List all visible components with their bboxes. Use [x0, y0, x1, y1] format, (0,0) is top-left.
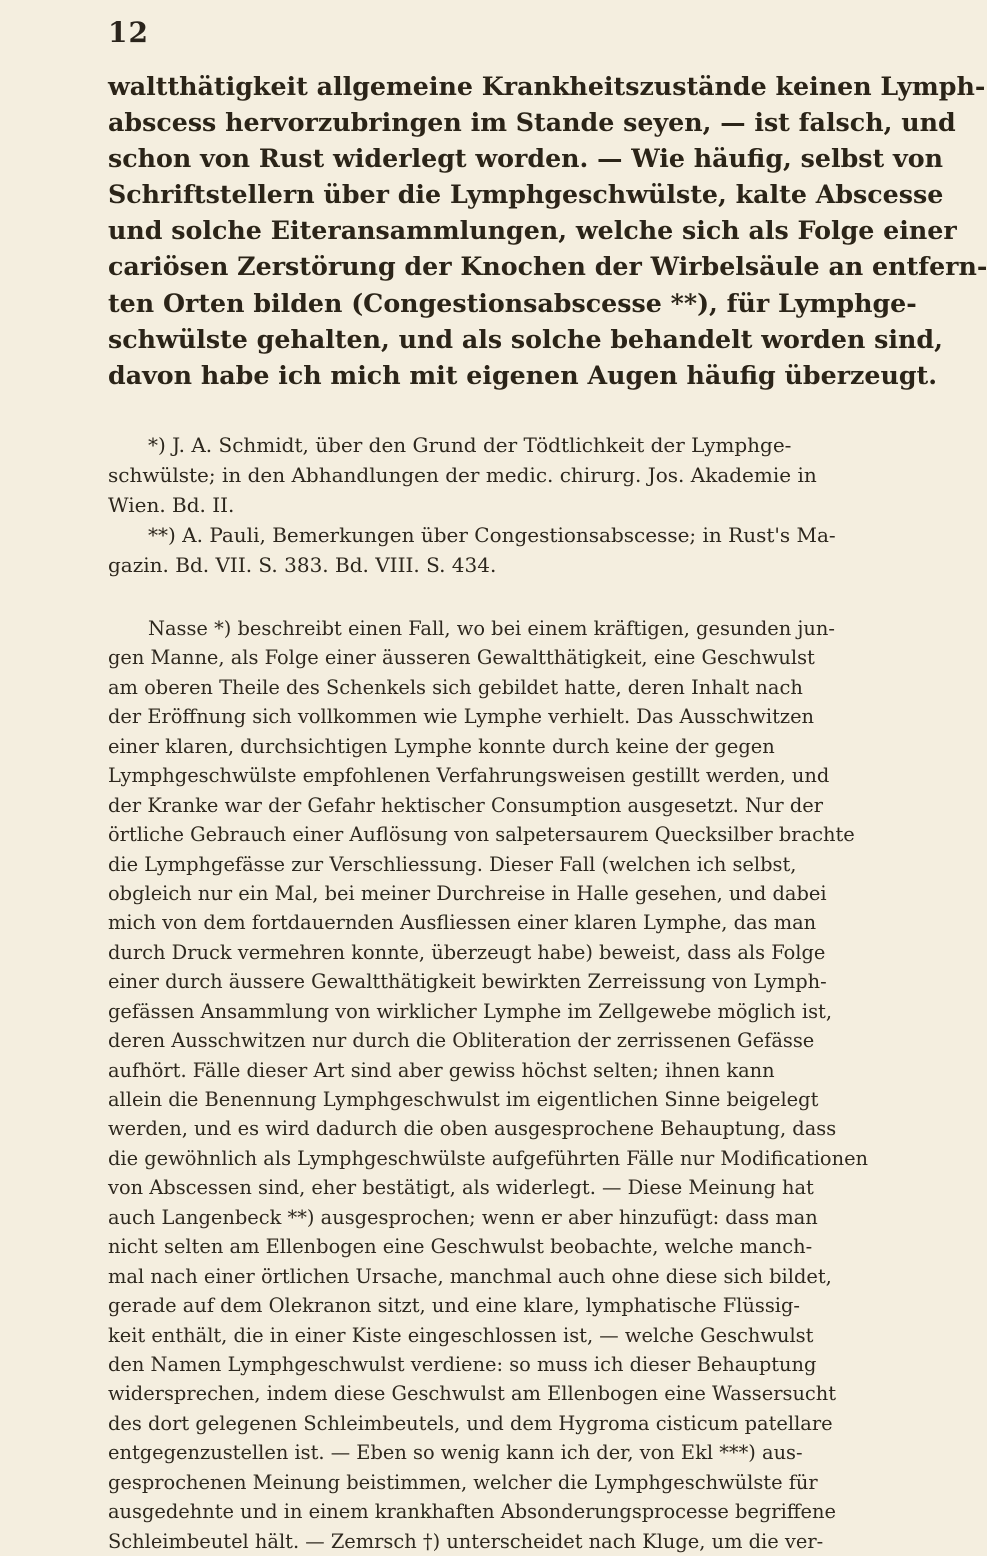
paragraph-line: der Kranke war der Gefahr hektischer Consumption ausgesetzt. Nur der: [108, 793, 824, 817]
footnote-line: gazin. Bd. VII. S. 383. Bd. VIII. S. 434.: [108, 553, 497, 577]
footnote-pauli: [108, 520, 836, 580]
paragraph-line: die Lymphgefässe zur Verschliessung. Dieser Fall (welchen ich selbst,: [108, 852, 797, 876]
main-line: ten Orten bilden (Congestionsabscesse **), für Lymphge-: [108, 287, 917, 318]
paragraph-line: Nasse *) beschreibt einen Fall, wo bei einem kräftigen, gesunden jun-: [148, 617, 835, 640]
paragraph-line: deren Ausschwitzen nur durch die Obliteration der zerrissenen Gefässe: [108, 1029, 815, 1053]
paragraph-line: gesprochenen Meinung beistimmen, welcher die Lymphgeschwülste für: [108, 1470, 818, 1494]
main-line: cariösen Zerstörung der Knochen der Wirbelsäule an entfern-: [108, 251, 987, 282]
paragraph-line: obgleich nur ein Mal, bei meiner Durchreise in Halle gesehen, und dabei: [108, 881, 827, 905]
paragraph-line: am oberen Theile des Schenkels sich gebildet hatte, deren Inhalt nach: [108, 675, 803, 699]
paragraph-line: werden, und es wird dadurch die oben ausgesprochene Behauptung, dass: [108, 1117, 837, 1141]
page-number: 12: [108, 16, 149, 49]
paragraph-line: ausgedehnte und in einem krankhaften Absonderungsprocesse begriffene: [108, 1500, 836, 1524]
footnote-line: Wien. Bd. II.: [108, 493, 235, 517]
main-line: schon von Rust widerlegt worden. — Wie häufig, selbst von: [108, 143, 943, 174]
paragraph-line: örtliche Gebrauch einer Auflösung von salpetersaurem Quecksilber brachte: [108, 823, 855, 847]
footnote-schmidt: [108, 430, 817, 520]
main-line: waltthätigkeit allgemeine Krankheitszustände keinen Lymph-: [108, 71, 986, 101]
footnote-line: schwülste; in den Abhandlungen der medic. chirurg. Jos. Akademie in: [108, 463, 817, 487]
main-line: abscess hervorzubringen im Stande seyen, — ist falsch, und: [108, 107, 956, 138]
paragraph-line: der Eröffnung sich vollkommen wie Lymphe verhielt. Das Ausschwitzen: [108, 705, 815, 729]
paragraph-nasse: [108, 614, 869, 1556]
paragraph-line: des dort gelegenen Schleimbeutels, und dem Hygroma cisticum patellare: [108, 1411, 833, 1435]
paragraph-line: keit enthält, die in einer Kiste eingeschlossen ist, — welche Geschwulst: [108, 1323, 814, 1347]
paragraph-line: allein die Benennung Lymphgeschwulst im eigentlichen Sinne beigelegt: [108, 1088, 819, 1111]
paragraph-line: Lymphgeschwülste empfohlenen Verfahrungsweisen gestillt werden, und: [108, 764, 830, 788]
paragraph-line: aufhört. Fälle dieser Art sind aber gewiss höchst selten; ihnen kann: [108, 1058, 775, 1082]
paragraph-line: mich von dem fortdauernden Ausfliessen einer klaren Lymphe, das man: [108, 911, 817, 935]
paragraph-line: widersprechen, indem diese Geschwulst am Ellenbogen eine Wassersucht: [108, 1382, 837, 1406]
main-line: davon habe ich mich mit eigenen Augen häufig überzeugt.: [108, 359, 938, 390]
paragraph-line: gen Manne, als Folge einer äusseren Gewaltthätigkeit, eine Geschwulst: [108, 646, 815, 670]
paragraph-line: von Abscessen sind, eher bestätigt, als widerlegt. — Diese Meinung hat: [108, 1176, 814, 1200]
main-line: schwülste gehalten, und als solche behandelt worden sind,: [108, 323, 943, 354]
paragraph-line: durch Druck vermehren konnte, überzeugt habe) beweist, dass als Folge: [108, 940, 826, 964]
paragraph-line: entgegenzustellen ist. — Eben so wenig kann ich der, von Ekl ***) aus-: [108, 1441, 803, 1465]
paragraph-line: gerade auf dem Olekranon sitzt, und eine klare, lymphatische Flüssig-: [108, 1294, 800, 1318]
paragraph-line: Schleimbeutel hält. — Zemrsch †) unterscheidet nach Kluge, um die ver-: [108, 1529, 824, 1553]
footnote-line: *) J. A. Schmidt, über den Grund der Tödtlichkeit der Lymphge-: [148, 433, 792, 457]
paragraph-line: gefässen Ansammlung von wirklicher Lymphe im Zellgewebe möglich ist,: [108, 999, 832, 1023]
footnote-line: **) A. Pauli, Bemerkungen über Congestionsabscesse; in Rust's Ma-: [148, 523, 836, 547]
paragraph-line: mal nach einer örtlichen Ursache, manchmal auch ohne diese sich bildet,: [108, 1264, 832, 1288]
paragraph-line: die gewöhnlich als Lymphgeschwülste aufgeführten Fälle nur Modificationen: [108, 1146, 869, 1170]
main-line: Schriftstellern über die Lymphgeschwülste, kalte Abscesse: [108, 179, 944, 210]
paragraph-line: auch Langenbeck **) ausgesprochen; wenn er aber hinzufügt: dass man: [108, 1205, 818, 1229]
main-line: und solche Eiteransammlungen, welche sich als Folge einer: [108, 215, 957, 246]
paragraph-line: nicht selten am Ellenbogen eine Geschwulst beobachte, welche manch-: [108, 1235, 813, 1259]
paragraph-line: den Namen Lymphgeschwulst verdiene: so muss ich dieser Behauptung: [108, 1352, 817, 1376]
main-text: [108, 68, 987, 393]
paragraph-line: einer durch äussere Gewaltthätigkeit bewirkten Zerreissung von Lymph-: [108, 970, 827, 994]
paragraph-line: einer klaren, durchsichtigen Lymphe konnte durch keine der gegen: [108, 734, 775, 758]
